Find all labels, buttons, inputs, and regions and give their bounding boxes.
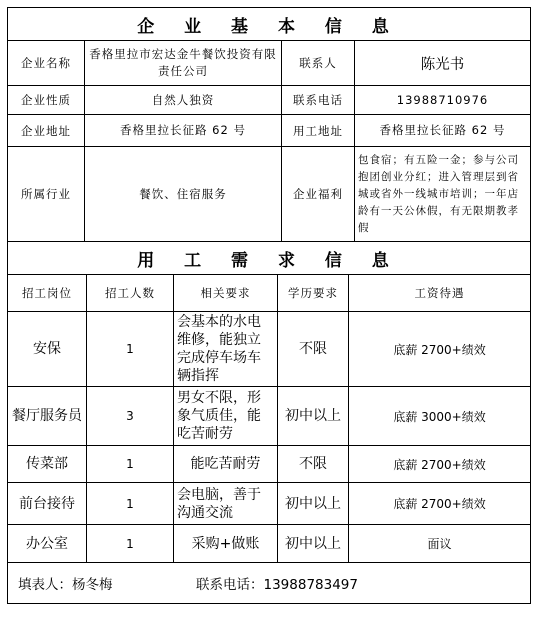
- job-count: 1: [87, 525, 174, 563]
- job-requirements: 会基本的水电维修，能独立完成停车场车辆指挥: [174, 312, 278, 387]
- footer-contact-phone: 联系电话：13988783497: [196, 577, 358, 593]
- jobs-section-title: 用 工 需 求 信 息: [8, 242, 531, 275]
- work-address-label: 用工地址: [282, 115, 355, 147]
- job-count: 1: [87, 312, 174, 387]
- company-nature-label: 企业性质: [8, 86, 85, 115]
- header-requirements: 相关要求: [174, 275, 278, 312]
- job-requirements: 采购+做账: [174, 525, 278, 563]
- industry-label: 所属行业: [8, 147, 85, 242]
- job-position: 前台接待: [8, 483, 87, 525]
- welfare-label: 企业福利: [282, 147, 355, 242]
- job-salary: 底薪 2700+绩效: [349, 312, 531, 387]
- job-education: 不限: [278, 446, 349, 483]
- company-info-table: [7, 7, 531, 242]
- job-salary: 面议: [349, 525, 531, 563]
- company-address-label: 企业地址: [8, 115, 85, 147]
- company-name-label: 企业名称: [8, 41, 85, 86]
- job-requirements: 会电脑，善于沟通交流: [174, 483, 278, 525]
- header-education: 学历要求: [278, 275, 349, 312]
- job-count: 3: [87, 387, 174, 446]
- company-section-title: 企 业 基 本 信 息: [8, 8, 531, 41]
- job-position: 餐厅服务员: [8, 387, 87, 446]
- company-name-value: 香格里拉市宏达金牛餐饮投资有限责任公司: [85, 41, 282, 86]
- job-count: 1: [87, 483, 174, 525]
- header-position: 招工岗位: [8, 275, 87, 312]
- jobs-table: [7, 241, 531, 604]
- work-address-value: 香格里拉长征路 62 号: [355, 115, 531, 147]
- company-address-value: 香格里拉长征路 62 号: [85, 115, 282, 147]
- form-filler: 填表人：杨冬梅: [18, 577, 113, 593]
- job-position: 传菜部: [8, 446, 87, 483]
- recruitment-form: [7, 7, 530, 604]
- header-count: 招工人数: [87, 275, 174, 312]
- job-requirements: 能吃苦耐劳: [174, 446, 278, 483]
- table-row: [8, 525, 531, 563]
- job-salary: 底薪 3000+绩效: [349, 387, 531, 446]
- job-education: 初中以上: [278, 483, 349, 525]
- phone-label: 联系电话: [282, 86, 355, 115]
- welfare-value: 包食宿；有五险一金；参与公司抱团创业分红；进入管理层到省城或省外一线城市培训；一年店龄有一天公休假，有无限期教孝假: [355, 147, 531, 242]
- form-footer: [8, 563, 531, 604]
- job-position: 办公室: [8, 525, 87, 563]
- job-salary: 底薪 2700+绩效: [349, 483, 531, 525]
- job-requirements: 男女不限，形象气质佳，能吃苦耐劳: [174, 387, 278, 446]
- job-education: 初中以上: [278, 387, 349, 446]
- job-salary: 底薪 2700+绩效: [349, 446, 531, 483]
- table-row: [8, 387, 531, 446]
- job-position: 安保: [8, 312, 87, 387]
- industry-value: 餐饮、住宿服务: [85, 147, 282, 242]
- table-row: [8, 483, 531, 525]
- contact-label: 联系人: [282, 41, 355, 86]
- job-education: 初中以上: [278, 525, 349, 563]
- table-row: [8, 312, 531, 387]
- company-nature-value: 自然人独资: [85, 86, 282, 115]
- header-salary: 工资待遇: [349, 275, 531, 312]
- table-row: [8, 446, 531, 483]
- phone-value: 13988710976: [355, 86, 531, 115]
- job-education: 不限: [278, 312, 349, 387]
- contact-value: 陈光书: [355, 41, 531, 86]
- job-count: 1: [87, 446, 174, 483]
